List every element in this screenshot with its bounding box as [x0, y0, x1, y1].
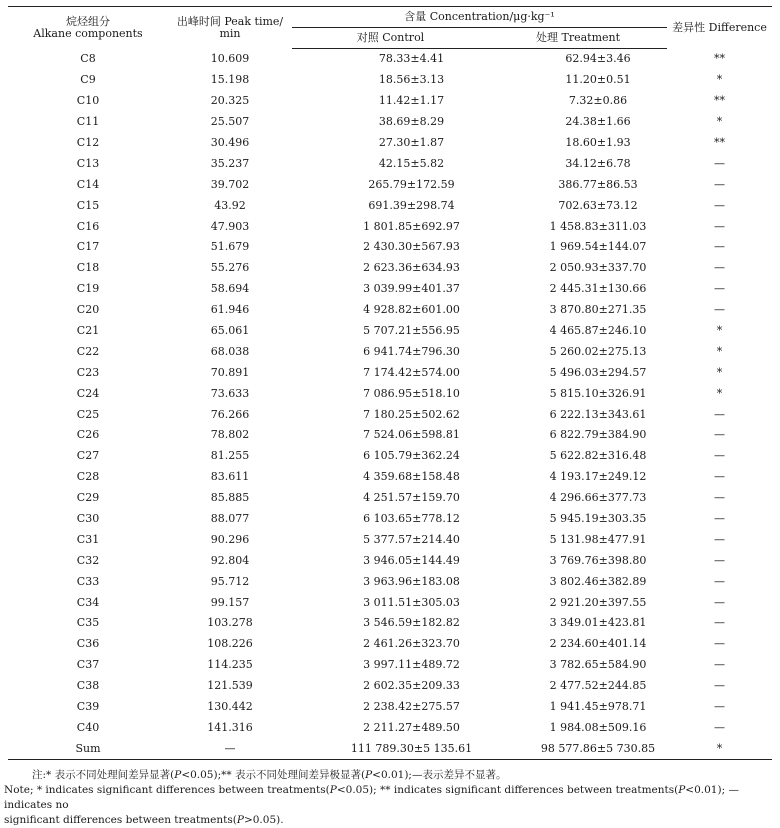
cell-treatment: 2 445.31±130.66 [549, 282, 647, 296]
note-zh-p: P [365, 769, 373, 781]
cell-treatment: 6 822.79±384.90 [549, 428, 647, 442]
cell-peak-time: 43.92 [214, 198, 246, 212]
cell-peak-time: 114.235 [207, 658, 253, 672]
cell-component: C28 [76, 470, 100, 484]
table-notes [4, 768, 776, 828]
table-row [8, 550, 772, 571]
cell-peak-time: 25.507 [210, 115, 250, 129]
cell-control: 1 801.85±692.97 [363, 219, 460, 233]
cell-difference: — [714, 574, 726, 588]
cell-difference: * [716, 344, 723, 358]
cell-treatment: 5 496.03±294.57 [549, 365, 647, 379]
cell-difference: — [714, 491, 726, 505]
cell-difference: — [714, 720, 726, 734]
cell-treatment: 2 921.20±397.55 [549, 595, 647, 609]
header-alkane-en: Alkane components [33, 26, 143, 40]
cell-control: 3 946.05±144.49 [363, 553, 460, 567]
header-difference: 差异性 Difference [667, 7, 772, 49]
cell-peak-time: 20.325 [210, 94, 250, 108]
cell-difference: — [714, 616, 726, 630]
cell-peak-time: 73.633 [210, 386, 250, 400]
cell-treatment: 5 815.10±326.91 [549, 386, 647, 400]
cell-control: 11.42±1.17 [378, 94, 445, 108]
cell-treatment: 3 802.46±382.89 [549, 574, 647, 588]
cell-peak-time: 65.061 [210, 324, 250, 338]
cell-peak-time: 81.255 [210, 449, 250, 463]
cell-control: 265.79±172.59 [368, 177, 455, 191]
cell-control: 18.56±3.13 [378, 73, 445, 87]
cell-treatment: 2 050.93±337.70 [549, 261, 647, 275]
table-row [8, 216, 772, 237]
cell-peak-time: 51.679 [210, 240, 250, 254]
cell-treatment: 3 782.65±584.90 [549, 658, 647, 672]
cell-component: C14 [76, 177, 100, 191]
cell-peak-time: 108.226 [207, 637, 253, 651]
cell-component: C15 [76, 198, 100, 212]
table-row [8, 509, 772, 530]
cell-treatment: 1 984.08±509.16 [549, 720, 647, 734]
header-alkane-zh: 烷烃组分 [66, 14, 110, 28]
cell-difference: — [714, 156, 726, 170]
cell-component: C21 [76, 324, 100, 338]
cell-control: 7 524.06±598.81 [363, 428, 460, 442]
cell-treatment: 3 349.01±423.81 [549, 616, 647, 630]
header-peak-time-label: 出峰时间 Peak time/ [176, 14, 284, 28]
cell-peak-time: — [168, 738, 292, 759]
note-en-part: <0.05); ** indicates significant differences between treatments( [336, 784, 679, 796]
note-en-part: >0.05). [243, 814, 284, 826]
cell-control: 3 546.59±182.82 [363, 616, 460, 630]
cell-component: C30 [76, 512, 100, 526]
note-zh [32, 768, 776, 783]
note-en-line2 [4, 813, 776, 828]
table-row [8, 195, 772, 216]
note-en-p: P [678, 784, 686, 796]
cell-difference: — [714, 177, 726, 191]
cell-component: C18 [76, 261, 100, 275]
cell-component: C11 [76, 115, 100, 129]
cell-control: 27.30±1.87 [378, 136, 445, 149]
table-row [8, 613, 772, 634]
cell-peak-time: 39.702 [210, 177, 250, 191]
cell-difference: — [714, 240, 726, 254]
cell-difference: — [714, 282, 726, 296]
table-row [8, 655, 772, 676]
cell-peak-time: 103.278 [207, 616, 253, 630]
table-row [8, 383, 772, 404]
table-row [8, 446, 772, 467]
note-zh-part: <0.01);—表示差异不显著。 [372, 769, 507, 781]
cell-difference: — [714, 407, 726, 421]
cell-control: 2 430.30±567.93 [363, 240, 460, 254]
cell-peak-time: 95.712 [210, 574, 250, 588]
cell-control: 7 180.25±502.62 [363, 407, 460, 421]
cell-difference: ** [714, 136, 726, 149]
cell-component: C22 [76, 344, 100, 358]
cell-difference: — [714, 512, 726, 526]
cell-component: C37 [76, 658, 100, 672]
cell-difference: — [714, 679, 726, 693]
cell-difference: ** [714, 94, 726, 108]
cell-component: C36 [76, 637, 100, 651]
cell-component: Sum [8, 738, 168, 759]
cell-treatment: 5 622.82±316.48 [549, 449, 647, 463]
cell-control: 2 461.26±323.70 [363, 637, 460, 651]
cell-control: 38.69±8.29 [378, 115, 445, 129]
cell-difference: — [714, 261, 726, 275]
cell-control: 2 238.42±275.57 [363, 700, 460, 714]
table-row [8, 341, 772, 362]
table-row [8, 237, 772, 258]
cell-peak-time: 83.611 [210, 470, 250, 484]
cell-component: C13 [76, 156, 100, 170]
cell-control: 42.15±5.82 [378, 156, 445, 170]
cell-control: 5 377.57±214.40 [363, 532, 460, 546]
cell-control: 4 251.57±159.70 [363, 491, 460, 505]
cell-control: 7 086.95±518.10 [363, 386, 460, 400]
cell-difference: * [667, 738, 772, 759]
header-treatment: 处理 Treatment [489, 28, 667, 49]
cell-peak-time: 78.802 [210, 428, 250, 442]
cell-treatment: 2 234.60±401.14 [549, 637, 647, 651]
table-row [8, 404, 772, 425]
cell-peak-time: 30.496 [210, 136, 250, 149]
cell-treatment: 702.63±73.12 [558, 198, 638, 212]
cell-difference: — [714, 470, 726, 484]
cell-difference: ** [714, 52, 726, 66]
cell-treatment: 2 477.52±244.85 [549, 679, 647, 693]
cell-component: C10 [76, 94, 100, 108]
cell-difference: * [716, 386, 723, 400]
note-en-part: <0.01); — indicates no [4, 784, 739, 811]
cell-treatment: 24.38±1.66 [565, 115, 631, 129]
cell-difference: * [716, 73, 723, 87]
header-peak-time-unit: min [219, 26, 241, 40]
table-row [8, 718, 772, 739]
cell-treatment: 386.77±86.53 [558, 177, 638, 191]
cell-difference: — [714, 219, 726, 233]
table-row [8, 279, 772, 300]
note-zh-p: P [174, 769, 182, 781]
cell-peak-time: 88.077 [210, 512, 250, 526]
table-row [8, 174, 772, 195]
cell-control: 6 941.74±796.30 [363, 344, 460, 358]
cell-component: C19 [76, 282, 100, 296]
cell-component: C33 [76, 574, 100, 588]
cell-peak-time: 90.296 [210, 532, 250, 546]
cell-peak-time: 92.804 [210, 553, 250, 567]
table-row [8, 133, 772, 154]
cell-peak-time: 55.276 [210, 261, 250, 275]
cell-control: 5 707.21±556.95 [363, 324, 460, 338]
cell-component: C39 [76, 700, 100, 714]
cell-component: C23 [76, 365, 100, 379]
table-row [8, 91, 772, 112]
note-en-p: P [236, 814, 244, 826]
cell-control: 2 602.35±209.33 [363, 679, 460, 693]
table-body [8, 49, 772, 760]
table-row [8, 112, 772, 133]
cell-difference: — [714, 553, 726, 567]
cell-difference: — [714, 637, 726, 651]
note-zh-part: <0.05);** 表示不同处理间差异极显著( [181, 769, 366, 781]
cell-component: C20 [76, 303, 100, 317]
note-zh-part: 注:* 表示不同处理间差异显著( [32, 769, 175, 781]
table-row [8, 592, 772, 613]
cell-treatment: 3 769.76±398.80 [549, 553, 647, 567]
note-en-part: significant differences between treatments( [4, 814, 237, 826]
note-en-line1 [4, 783, 776, 813]
cell-control: 2 211.27±489.50 [363, 720, 460, 734]
header-peak-time [168, 7, 292, 49]
table-row [8, 634, 772, 655]
cell-treatment: 5 131.98±477.91 [549, 532, 647, 546]
note-en-part: Note; * indicates significant differences between treatments( [4, 784, 330, 796]
cell-difference: * [716, 365, 723, 379]
cell-peak-time: 68.038 [210, 344, 250, 358]
cell-component: C12 [76, 136, 100, 149]
header-control: 对照 Control [292, 28, 489, 49]
cell-treatment: 11.20±0.51 [565, 73, 631, 87]
cell-peak-time: 10.609 [210, 52, 250, 66]
cell-control: 3 997.11±489.72 [363, 658, 460, 672]
cell-treatment: 5 945.19±303.35 [549, 512, 647, 526]
cell-difference: * [716, 115, 723, 129]
cell-peak-time: 76.266 [210, 407, 250, 421]
cell-difference: — [714, 428, 726, 442]
cell-peak-time: 15.198 [210, 73, 250, 87]
cell-component: C26 [76, 428, 100, 442]
cell-difference: — [714, 198, 726, 212]
cell-component: C27 [76, 449, 100, 463]
cell-treatment: 98 577.86±5 730.85 [489, 738, 667, 759]
table-row [8, 571, 772, 592]
cell-component: C38 [76, 679, 100, 693]
cell-component: C29 [76, 491, 100, 505]
cell-peak-time: 130.442 [207, 700, 253, 714]
cell-difference: — [714, 700, 726, 714]
cell-treatment: 4 296.66±377.73 [549, 491, 647, 505]
cell-component: C34 [76, 595, 100, 609]
cell-control: 6 105.79±362.24 [363, 449, 460, 463]
note-en-p: P [329, 784, 337, 796]
table-row [8, 258, 772, 279]
cell-control: 691.39±298.74 [368, 198, 455, 212]
cell-component: C9 [80, 73, 96, 87]
cell-difference: — [714, 595, 726, 609]
table-row [8, 676, 772, 697]
cell-component: C32 [76, 553, 100, 567]
cell-component: C35 [76, 616, 100, 630]
cell-peak-time: 47.903 [210, 219, 250, 233]
cell-control: 111 789.30±5 135.61 [292, 738, 489, 759]
cell-component: C25 [76, 407, 100, 421]
cell-peak-time: 35.237 [210, 156, 250, 170]
header-alkane [8, 7, 168, 49]
cell-component: C17 [76, 240, 100, 254]
table-row [8, 467, 772, 488]
cell-treatment: 18.60±1.93 [565, 136, 631, 149]
cell-treatment: 1 941.45±978.71 [549, 700, 647, 714]
cell-treatment: 4 193.17±249.12 [549, 470, 647, 484]
cell-treatment: 7.32±0.86 [568, 94, 628, 108]
cell-peak-time: 85.885 [210, 491, 250, 505]
cell-treatment: 4 465.87±246.10 [549, 324, 647, 338]
cell-control: 7 174.42±574.00 [363, 365, 460, 379]
cell-treatment: 34.12±6.78 [565, 156, 631, 170]
cell-treatment: 62.94±3.46 [565, 52, 631, 66]
table-row [8, 153, 772, 174]
table-row [8, 738, 772, 759]
cell-control: 6 103.65±778.12 [363, 512, 460, 526]
cell-peak-time: 58.694 [210, 282, 250, 296]
table-row [8, 529, 772, 550]
cell-component: C8 [80, 52, 96, 66]
cell-peak-time: 121.539 [207, 679, 253, 693]
table-row [8, 425, 772, 446]
alkane-table [8, 6, 772, 760]
cell-control: 3 039.99±401.37 [363, 282, 460, 296]
header-concentration: 含量 Concentration/μg·kg⁻¹ [292, 7, 667, 28]
table-row [8, 488, 772, 509]
cell-control: 78.33±4.41 [378, 52, 445, 66]
cell-control: 3 963.96±183.08 [363, 574, 460, 588]
cell-treatment: 6 222.13±343.61 [549, 407, 647, 421]
cell-difference: — [714, 532, 726, 546]
table-row [8, 70, 772, 91]
table-row [8, 49, 772, 70]
cell-difference: — [714, 658, 726, 672]
table-row [8, 362, 772, 383]
cell-control: 3 011.51±305.03 [363, 595, 460, 609]
cell-peak-time: 70.891 [210, 365, 250, 379]
cell-treatment: 1 969.54±144.07 [549, 240, 647, 254]
cell-treatment: 5 260.02±275.13 [549, 344, 647, 358]
table-row [8, 321, 772, 342]
cell-peak-time: 61.946 [210, 303, 250, 317]
cell-control: 4 928.82±601.00 [363, 303, 460, 317]
cell-peak-time: 141.316 [207, 720, 253, 734]
cell-difference: — [714, 303, 726, 317]
table-row [8, 697, 772, 718]
cell-component: C24 [76, 386, 100, 400]
cell-treatment: 3 870.80±271.35 [549, 303, 647, 317]
cell-difference: — [714, 449, 726, 463]
cell-component: C31 [76, 532, 100, 546]
cell-component: C16 [76, 219, 100, 233]
cell-control: 2 623.36±634.93 [363, 261, 460, 275]
table-row [8, 300, 772, 321]
cell-control: 4 359.68±158.48 [363, 470, 460, 484]
cell-difference: * [716, 324, 723, 338]
cell-peak-time: 99.157 [210, 595, 250, 609]
cell-treatment: 1 458.83±311.03 [549, 219, 647, 233]
cell-component: C40 [76, 720, 100, 734]
